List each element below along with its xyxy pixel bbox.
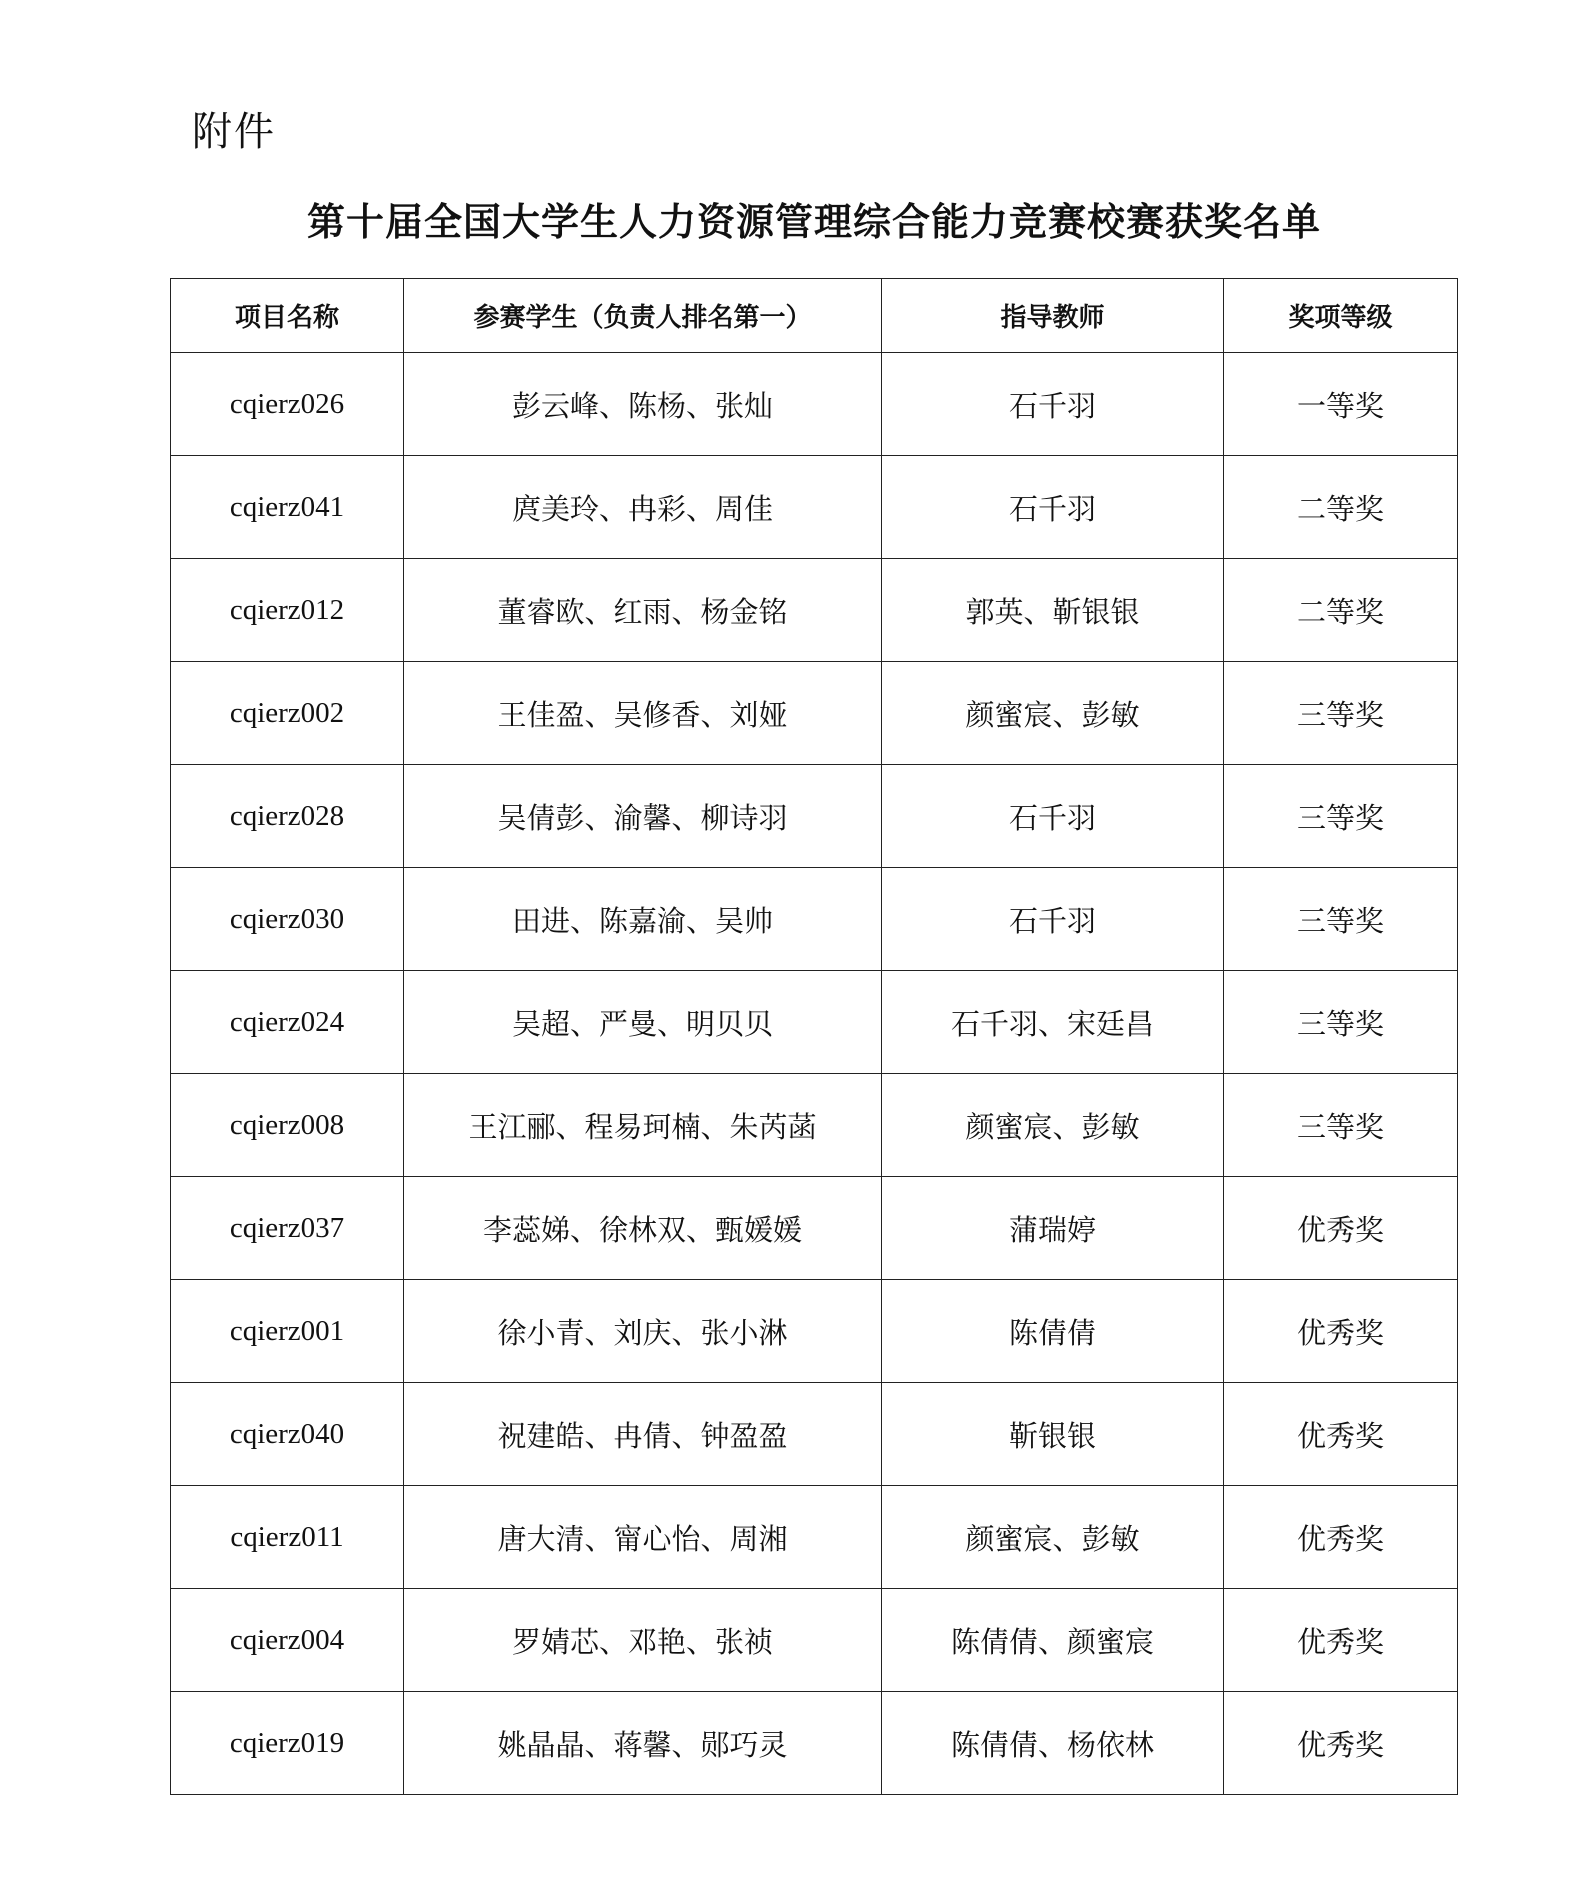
award-cell: 优秀奖 [1224,1177,1458,1280]
page-title: 第十届全国大学生人力资源管理综合能力竞赛校赛获奖名单 [306,200,1321,244]
advisor-cell: 石千羽 [882,353,1224,456]
project-cell: cqierz012 [171,559,404,662]
students-cell: 吴超、严曼、明贝贝 [404,971,882,1074]
table-row [171,1692,1458,1795]
advisor-cell: 颜蜜宸、彭敏 [882,662,1224,765]
attachment-label: 附件 [192,109,276,155]
award-cell: 二等奖 [1224,456,1458,559]
advisor-cell: 石千羽 [882,868,1224,971]
table-row [171,1486,1458,1589]
table-row [171,1177,1458,1280]
table-row [171,1589,1458,1692]
project-cell: cqierz002 [171,662,404,765]
award-cell: 二等奖 [1224,559,1458,662]
students-cell: 唐大清、甯心怡、周湘 [404,1486,882,1589]
table-row [171,1074,1458,1177]
advisor-cell: 颜蜜宸、彭敏 [882,1486,1224,1589]
advisor-cell: 石千羽 [882,765,1224,868]
advisor-cell: 郭英、靳银银 [882,559,1224,662]
project-cell: cqierz041 [171,456,404,559]
table-row [171,353,1458,456]
award-cell: 优秀奖 [1224,1589,1458,1692]
advisor-cell: 陈倩倩 [882,1280,1224,1383]
advisor-cell: 石千羽、宋廷昌 [882,971,1224,1074]
advisor-cell: 陈倩倩、杨依林 [882,1692,1224,1795]
project-cell: cqierz011 [171,1486,404,1589]
project-cell: cqierz028 [171,765,404,868]
project-cell: cqierz030 [171,868,404,971]
students-cell: 董睿欧、红雨、杨金铭 [404,559,882,662]
table-row [171,1280,1458,1383]
award-cell: 优秀奖 [1224,1383,1458,1486]
table-row [171,868,1458,971]
award-cell: 优秀奖 [1224,1692,1458,1795]
project-cell: cqierz008 [171,1074,404,1177]
students-cell: 王江郦、程易珂楠、朱芮菡 [404,1074,882,1177]
table-header-row [171,279,1458,353]
column-header-students: 参赛学生（负责人排名第一） [404,279,882,353]
advisor-cell: 蒲瑞婷 [882,1177,1224,1280]
table-row [171,971,1458,1074]
advisor-cell: 靳银银 [882,1383,1224,1486]
project-cell: cqierz019 [171,1692,404,1795]
project-cell: cqierz026 [171,353,404,456]
project-cell: cqierz001 [171,1280,404,1383]
students-cell: 王佳盈、吴修香、刘娅 [404,662,882,765]
students-cell: 吴倩彭、渝馨、柳诗羽 [404,765,882,868]
students-cell: 徐小青、刘庆、张小淋 [404,1280,882,1383]
table-row [171,662,1458,765]
column-header-project: 项目名称 [171,279,404,353]
column-header-award: 奖项等级 [1224,279,1458,353]
table-row [171,559,1458,662]
advisor-cell: 颜蜜宸、彭敏 [882,1074,1224,1177]
advisor-cell: 石千羽 [882,456,1224,559]
column-header-advisor: 指导教师 [882,279,1224,353]
students-cell: 田进、陈嘉渝、吴帅 [404,868,882,971]
table-row [171,456,1458,559]
students-cell: 庹美玲、冉彩、周佳 [404,456,882,559]
students-cell: 彭云峰、陈杨、张灿 [404,353,882,456]
students-cell: 李蕊娣、徐林双、甄媛媛 [404,1177,882,1280]
students-cell: 罗婧芯、邓艳、张祯 [404,1589,882,1692]
award-cell: 优秀奖 [1224,1280,1458,1383]
project-cell: cqierz040 [171,1383,404,1486]
advisor-cell: 陈倩倩、颜蜜宸 [882,1589,1224,1692]
award-cell: 一等奖 [1224,353,1458,456]
award-cell: 三等奖 [1224,971,1458,1074]
project-cell: cqierz004 [171,1589,404,1692]
project-cell: cqierz024 [171,971,404,1074]
students-cell: 祝建皓、冉倩、钟盈盈 [404,1383,882,1486]
table-row [171,1383,1458,1486]
students-cell: 姚晶晶、蒋馨、郧巧灵 [404,1692,882,1795]
award-cell: 三等奖 [1224,662,1458,765]
award-cell: 三等奖 [1224,765,1458,868]
award-table [170,278,1458,1795]
project-cell: cqierz037 [171,1177,404,1280]
award-cell: 优秀奖 [1224,1486,1458,1589]
table-row [171,765,1458,868]
award-cell: 三等奖 [1224,868,1458,971]
award-cell: 三等奖 [1224,1074,1458,1177]
